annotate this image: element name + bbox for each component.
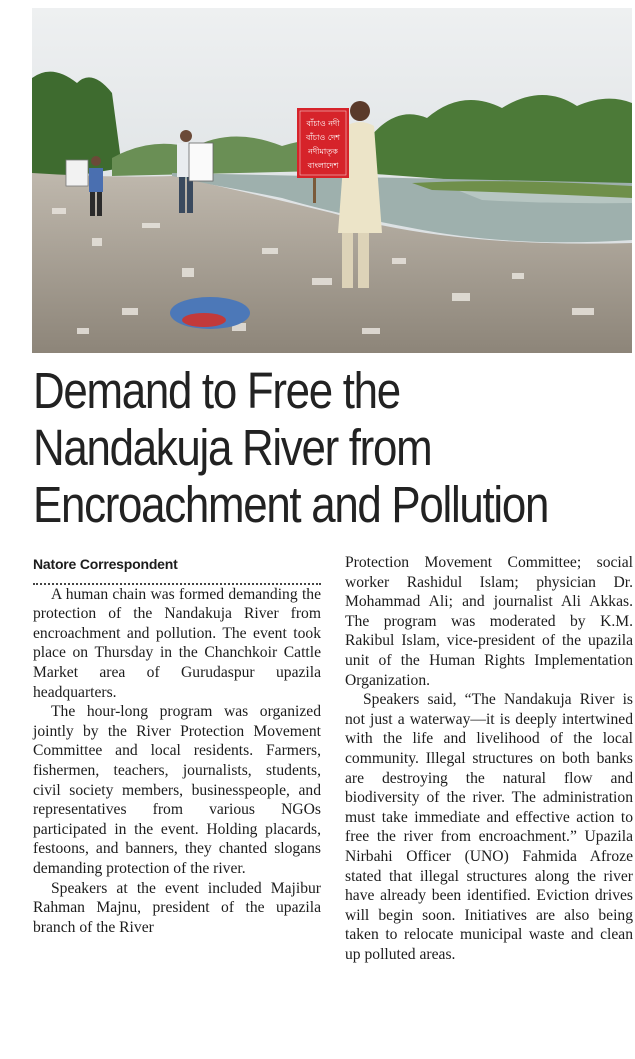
placard-line-4: বাংলাদেশ	[307, 161, 339, 170]
placard-line-3: নদীমাতৃক	[308, 147, 338, 156]
placard-line-2: বাঁচাও দেশ	[305, 133, 341, 142]
headline	[33, 362, 549, 533]
headline-line-3: Encroachment and Pollution	[33, 476, 549, 533]
paragraph-speakers-cont: Protection Movement Committee; social worker Rashidul Islam; physician Dr. Mohammad Ali; and journalist Ali Akkas. The program was moderated by K.M. Rakibul Islam, vice-president of the upazila unit of the Human Rights Implementation Organization.	[345, 554, 633, 689]
paragraph-human-chain: A human chain was formed demanding the protection of the Nandakuja River from encroachment and pollution. The event took place on Thursday in the Chanchkoir Cattle Market area of Gurudaspur upazila headquarters.	[33, 585, 321, 701]
article-column-left	[33, 553, 321, 937]
news-photo	[32, 8, 632, 353]
byline: Natore Correspondent	[33, 555, 321, 585]
paragraph-program: The hour-long program was organized jointly by the River Protection Movement Committee and local residents. Farmers, fishermen, teachers, journalists, students, civil society members, businesspeople, and representatives from various NGOs participated in the event. Holding placards, festoons, and banners, they chanted slogans demanding protection of the river.	[33, 703, 321, 877]
paragraph-quotes: Speakers said, “The Nandakuja River is not just a waterway—it is deeply intertwined with the life and livelihood of the local community. Illegal structures on both banks are destroying the natural flow and biodiversity of the river. The administration must take immediate and effective action to free the river from encroachment.” Upazila Nirbahi Officer (UNO) Fahmida Afroze stated that illegal structures along the river have already been identified. Eviction drives will begin soon. Initiatives are also being taken to relocate municipal waste and clean up polluted areas.	[345, 691, 633, 963]
paragraph-speakers-start: Speakers at the event included Majibur Rahman Majnu, president of the upazila branch of the River	[33, 879, 321, 936]
headline-line-2: Nandakuja River from	[33, 419, 432, 476]
photo-red-placard	[297, 108, 349, 178]
headline-line-1: Demand to Free the	[33, 362, 400, 419]
article-column-right	[345, 553, 633, 964]
placard-line-1: বাঁচাও নদী	[306, 119, 340, 128]
